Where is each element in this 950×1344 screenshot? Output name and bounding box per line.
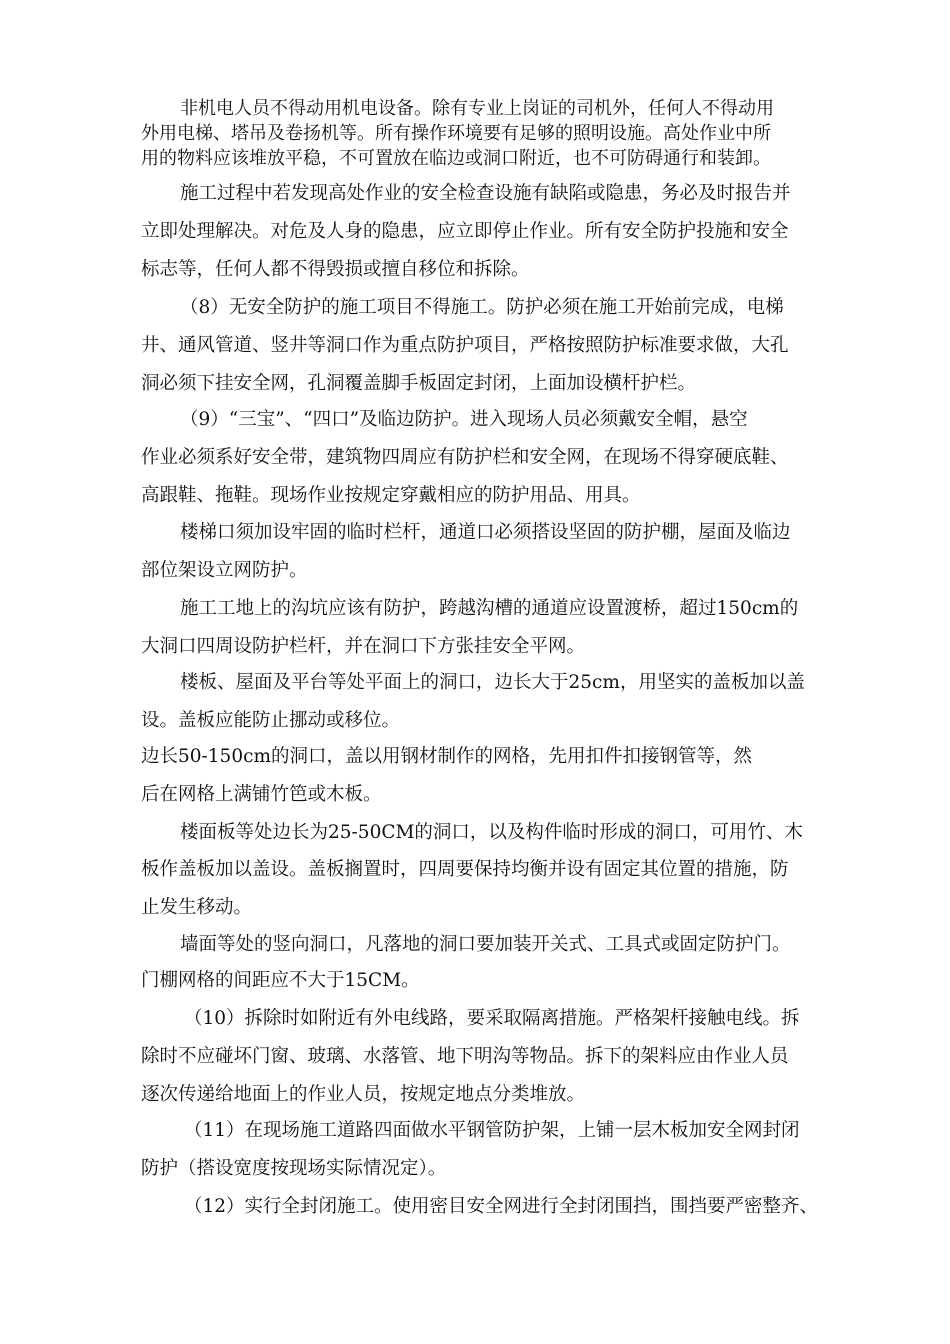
paragraph-line: （10）拆除时如附近有外电线路，要采取隔离措施。严格架杆接触电线。拆: [184, 1008, 800, 1029]
paragraph-line: 后在网格上满铺竹笆或木板。: [141, 784, 382, 805]
paragraph-line: 止发生移动。: [141, 897, 253, 918]
paragraph-line: 非机电人员不得动用机电设备。除有专业上岗证的司机外，任何人不得动用: [180, 98, 774, 119]
paragraph-line: 井、通风管道、竖井等洞口作为重点防护项目，严格按照防护标准要求做，大孔: [141, 335, 789, 356]
paragraph-line: （12）实行全封闭施工。使用密目安全网进行全封闭围挡，围挡要严密整齐、: [184, 1196, 819, 1217]
paragraph-line: （9）“三宝”、“四口”及临边防护。进入现场人员必须戴安全帽，悬空: [180, 409, 748, 430]
paragraph-line: 设。盖板应能防止挪动或移位。: [141, 710, 401, 731]
paragraph-line: 外用电梯、塔吊及卷扬机等。所有操作环境要有足够的照明设施。高处作业中所: [141, 123, 771, 144]
paragraph-line: 楼面板等处边长为25-50CM的洞口，以及构件临时形成的洞口，可用竹、木: [180, 822, 803, 843]
paragraph-line: 楼梯口须加设牢固的临时栏杆，通道口必须搭设坚固的防护棚，屋面及临边: [180, 522, 791, 543]
paragraph-line: 大洞口四周设防护栏杆，并在洞口下方张挂安全平网。: [141, 636, 586, 657]
paragraph-line: （11）在现场施工道路四面做水平钢管防护架，上铺一层木板加安全网封闭: [184, 1120, 800, 1141]
paragraph-line: 高跟鞋、拖鞋。现场作业按规定穿戴相应的防护用品、用具。: [141, 485, 641, 506]
paragraph-line: 施工工地上的沟坑应该有防护，跨越沟槽的通道应设置渡桥，超过150cm的: [180, 598, 799, 619]
paragraph-line: 防护（搭设宽度按现场实际情况定）。: [141, 1158, 447, 1179]
paragraph-line: 墙面等处的竖向洞口，凡落地的洞口要加装开关式、工具式或固定防护门。: [180, 934, 791, 955]
paragraph-line: 施工过程中若发现高处作业的安全检查设施有缺陷或隐患，务必及时报告并: [180, 183, 791, 204]
paragraph-line: 逐次传递给地面上的作业人员，按规定地点分类堆放。: [141, 1084, 586, 1105]
paragraph-line: 除时不应碰坏门窗、玻璃、水落管、地下明沟等物品。拆下的架料应由作业人员: [141, 1046, 789, 1067]
paragraph-line: 边长50-150cm的洞口，盖以用钢材制作的网格，先用扣件扣接钢管等，然: [141, 746, 753, 767]
paragraph-line: 门棚网格的间距应不大于15CM。: [141, 970, 420, 991]
paragraph-line: 标志等，任何人都不得毁损或擅自移位和拆除。: [141, 259, 530, 280]
paragraph-line: 用的物料应该堆放平稳，不可置放在临边或洞口附近，也不可防碍通行和装卸。: [141, 148, 771, 169]
paragraph-line: 部位架设立网防护。: [141, 560, 308, 581]
paragraph-line: 板作盖板加以盖设。盖板搁置时，四周要保持均衡并设有固定其位置的措施，防: [141, 859, 789, 880]
paragraph-line: 楼板、屋面及平台等处平面上的洞口，边长大于25cm，用坚实的盖板加以盖: [180, 672, 805, 693]
paragraph-line: （8）无安全防护的施工项目不得施工。防护必须在施工开始前完成，电梯: [180, 297, 784, 318]
paragraph-line: 作业必须系好安全带，建筑物四周应有防护栏和安全网，在现场不得穿硬底鞋、: [141, 447, 789, 468]
paragraph-line: 洞必须下挂安全网，孔洞覆盖脚手板固定封闭，上面加设横杆护栏。: [141, 373, 697, 394]
paragraph-line: 立即处理解决。对危及人身的隐患，应立即停止作业。所有安全防护投施和安全: [141, 221, 789, 242]
